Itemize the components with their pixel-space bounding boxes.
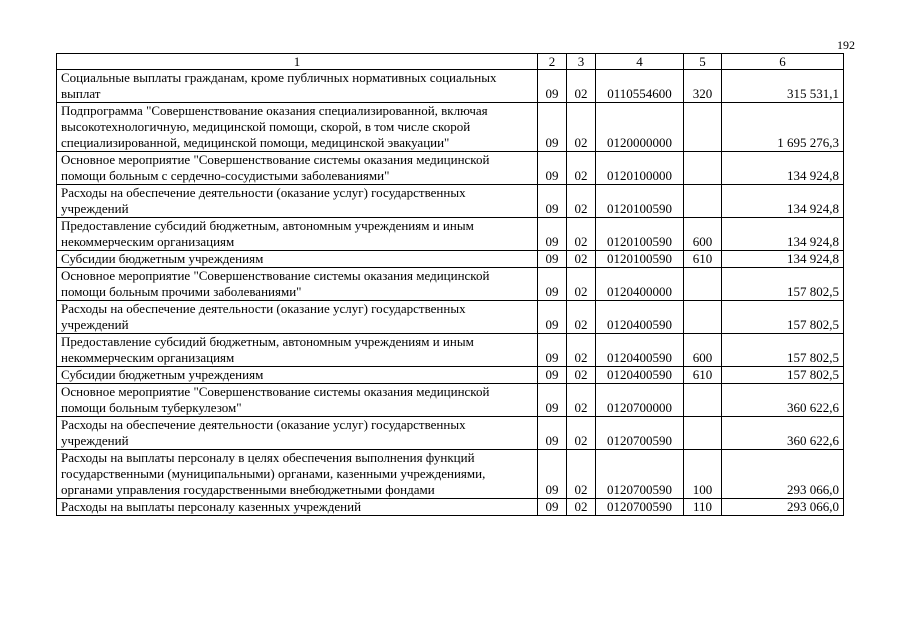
cell-section: 09 [538,152,567,185]
cell-section: 09 [538,218,567,251]
cell-subsection: 02 [567,103,596,152]
table-row [57,334,844,367]
cell-expense-type: 100 [684,450,722,499]
cell-expense-type: 110 [684,499,722,516]
cell-section: 09 [538,251,567,268]
cell-amount: 360 622,6 [722,384,844,417]
cell-target: 0120000000 [596,103,684,152]
cell-name: Основное мероприятие "Совершенствование системы оказания медицинской помощи больным туберкулезом" [57,384,538,417]
cell-name: Предоставление субсидий бюджетным, автономным учреждениям и иным некоммерческим организациям [57,218,538,251]
cell-name: Субсидии бюджетным учреждениям [57,367,538,384]
table-row [57,70,844,103]
header-col-3: 3 [567,54,596,70]
header-col-5: 5 [684,54,722,70]
cell-section: 09 [538,499,567,516]
cell-target: 0120400590 [596,334,684,367]
cell-subsection: 02 [567,301,596,334]
cell-name: Расходы на обеспечение деятельности (оказание услуг) государственных учреждений [57,417,538,450]
cell-amount: 315 531,1 [722,70,844,103]
cell-target: 0120400000 [596,268,684,301]
cell-expense-type: 600 [684,218,722,251]
cell-subsection: 02 [567,185,596,218]
table-row [57,499,844,516]
cell-target: 0120700590 [596,450,684,499]
cell-amount: 360 622,6 [722,417,844,450]
cell-amount: 134 924,8 [722,218,844,251]
cell-target: 0120100590 [596,251,684,268]
cell-subsection: 02 [567,268,596,301]
table-row [57,450,844,499]
cell-subsection: 02 [567,334,596,367]
cell-name: Основное мероприятие "Совершенствование системы оказания медицинской помощи больным с сердечно-сосудистыми заболеваниями" [57,152,538,185]
cell-target: 0120400590 [596,367,684,384]
cell-amount: 157 802,5 [722,268,844,301]
cell-target: 0120100590 [596,185,684,218]
cell-section: 09 [538,367,567,384]
cell-subsection: 02 [567,417,596,450]
cell-expense-type [684,268,722,301]
cell-amount: 134 924,8 [722,185,844,218]
table-row [57,218,844,251]
cell-section: 09 [538,301,567,334]
cell-subsection: 02 [567,70,596,103]
cell-amount: 293 066,0 [722,450,844,499]
cell-expense-type [684,103,722,152]
table-row [57,103,844,152]
cell-target: 0120700000 [596,384,684,417]
cell-target: 0120100590 [596,218,684,251]
cell-name: Расходы на выплаты персоналу в целях обеспечения выполнения функций государственными (муниципальными) органами, казенными учреждениями, органами управления государственными внебюджетными фондами [57,450,538,499]
cell-name: Расходы на обеспечение деятельности (оказание услуг) государственных учреждений [57,301,538,334]
cell-section: 09 [538,334,567,367]
cell-section: 09 [538,70,567,103]
table-row [57,152,844,185]
header-col-4: 4 [596,54,684,70]
page-number: 192 [837,38,855,52]
cell-expense-type [684,152,722,185]
cell-expense-type: 610 [684,251,722,268]
header-col-6: 6 [722,54,844,70]
cell-expense-type [684,417,722,450]
table-body [57,70,844,516]
cell-subsection: 02 [567,152,596,185]
cell-name: Социальные выплаты гражданам, кроме публичных нормативных социальных выплат [57,70,538,103]
table-header-row [57,54,844,70]
cell-subsection: 02 [567,218,596,251]
cell-target: 0120700590 [596,499,684,516]
cell-subsection: 02 [567,384,596,417]
cell-target: 0120700590 [596,417,684,450]
cell-name: Основное мероприятие "Совершенствование системы оказания медицинской помощи больным прочими заболеваниями" [57,268,538,301]
table-row [57,367,844,384]
cell-section: 09 [538,384,567,417]
cell-name: Расходы на обеспечение деятельности (оказание услуг) государственных учреждений [57,185,538,218]
header-col-2: 2 [538,54,567,70]
cell-amount: 134 924,8 [722,152,844,185]
table-row [57,268,844,301]
cell-section: 09 [538,185,567,218]
cell-amount: 293 066,0 [722,499,844,516]
cell-target: 0120400590 [596,301,684,334]
cell-expense-type [684,185,722,218]
cell-name: Подпрограмма "Совершенствование оказания специализированной, включая высокотехнологичную, медицинской помощи, скорой, в том числе скорой специализированной, медицинской помощи, медицинской эвакуации" [57,103,538,152]
cell-target: 0110554600 [596,70,684,103]
cell-subsection: 02 [567,251,596,268]
table-row [57,417,844,450]
cell-section: 09 [538,450,567,499]
cell-name: Предоставление субсидий бюджетным, автономным учреждениям и иным некоммерческим организациям [57,334,538,367]
cell-expense-type [684,384,722,417]
cell-section: 09 [538,103,567,152]
cell-name: Субсидии бюджетным учреждениям [57,251,538,268]
cell-expense-type: 320 [684,70,722,103]
cell-amount: 157 802,5 [722,367,844,384]
table-row [57,251,844,268]
header-col-1: 1 [57,54,538,70]
cell-expense-type: 600 [684,334,722,367]
cell-expense-type: 610 [684,367,722,384]
cell-section: 09 [538,268,567,301]
cell-target: 0120100000 [596,152,684,185]
cell-amount: 157 802,5 [722,334,844,367]
cell-section: 09 [538,417,567,450]
cell-amount: 134 924,8 [722,251,844,268]
cell-subsection: 02 [567,499,596,516]
cell-amount: 1 695 276,3 [722,103,844,152]
table-row [57,384,844,417]
table-row [57,301,844,334]
cell-expense-type [684,301,722,334]
budget-table [56,53,844,516]
cell-subsection: 02 [567,367,596,384]
cell-amount: 157 802,5 [722,301,844,334]
cell-name: Расходы на выплаты персоналу казенных учреждений [57,499,538,516]
table-row [57,185,844,218]
cell-subsection: 02 [567,450,596,499]
